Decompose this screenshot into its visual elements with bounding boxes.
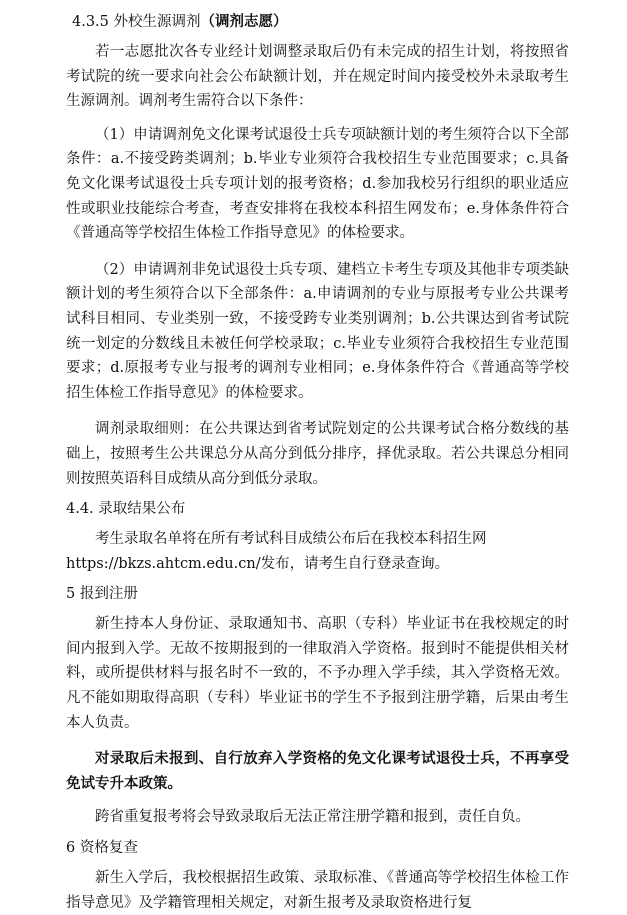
paragraph-condition-2: （2）申请调剂非免试退役士兵专项、建档立卡考生专项及其他非专项类缺额计划的考生须符合以下全部条件：a.申请调剂的专业与原报考专业公共课考试科目相同、专业类别一致，不接受跨专业类别调剂；b.公共课达到省考试院统一划定的分数线且未被任何学校录取；c.毕业专业须符合我校招生专业范围要求；d.原报考专业与报考的调剂专业相同；e.身体条件符合《普通高等学校招生体检工作指导意见》的体检要求。 (66, 261, 569, 401)
paragraph-intro: 若一志愿批次各专业经计划调整录取后仍有未完成的招生计划，将按照省考试院的统一要求向社会公布缺额计划，并在规定时间内接受校外未录取考生生源调剂。调剂考生需符合以下条件： (66, 44, 569, 110)
paragraph-rules: 调剂录取细则：在公共课达到省考试院划定的公共课考试合格分数线的基础上，按照考生公共课总分从高分到低分排序，择优录取。若公共课总分相同则按照英语科目成绩从高分到低分录取。 (66, 421, 569, 487)
paragraph-duplicate-warning: 跨省重复报考将会导致录取后无法正常注册学籍和报到，责任自负。 (95, 809, 530, 826)
section-heading-4-3-5 (72, 10, 569, 34)
paragraph-bold-notice: 对录取后未报到、自行放弃入学资格的免文化课考试退役士兵，不再享受免试专升本政策。 (66, 750, 569, 792)
heading-bold-text: （调剂志愿） (200, 13, 288, 30)
paragraph-registration: 新生持本人身份证、录取通知书、高职（专科）毕业证书在我校规定的时间内报到入学。无故不按期报到的一律取消入学资格。报到时不能提供相关材料，或所提供材料与报名时不一致的，不予办理入学手续，其入学资格无效。凡不能如期取得高职（专科）毕业证书的学生不予报到注册学籍，后果由考生本人负责。 (66, 616, 569, 731)
paragraph-review: 新生入学后，我校根据招生政策、录取标准、《普通高等学校招生体检工作指导意见》及学籍管理相关规定，对新生报考及录取资格进行复 (66, 870, 569, 911)
section-heading-6: 6 资格复查 (66, 840, 138, 857)
heading-text: 4.3.5 外校生源调剂 (72, 14, 201, 30)
paragraph-results: 考生录取名单将在所有考试科目成绩公布后在我校本科招生网 (95, 531, 487, 548)
section-heading-4-4: 4.4. 录取结果公布 (66, 501, 186, 518)
results-url-line: https://bkzs.ahtcm.edu.cn/发布，请考生自行登录查询。 (66, 555, 450, 572)
section-heading-5: 5 报到注册 (66, 586, 138, 603)
paragraph-condition-1: （1）申请调剂免文化课考试退役士兵专项缺额计划的考生须符合以下全部条件：a.不接受跨类调剂；b.毕业专业须符合我校招生专业范围要求；c.具备免文化课考试退役士兵专项计划的报考资格；d.参加我校另行组织的职业适应性或职业技能综合考查，考查安排将在我校本科招生网发布；e.身体条件符合《普通高等学校招生体检工作指导意见》的体检要求。 (66, 126, 569, 242)
